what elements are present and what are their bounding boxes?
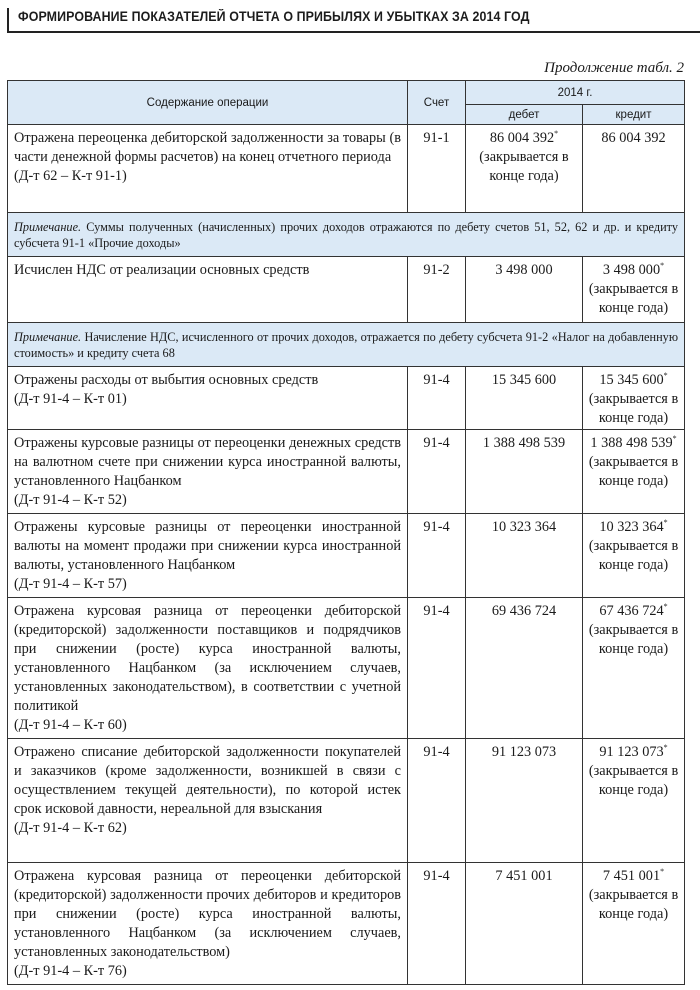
credit-cell: 86 004 392: [583, 125, 685, 213]
table-row: [8, 739, 685, 863]
table-row: [8, 367, 685, 430]
column-header-year: 2014 г.: [466, 81, 685, 105]
credit-cell: 1 388 498 539* (закрывается в конце года): [583, 430, 685, 514]
credit-cell: 10 323 364* (закрывается в конце года): [583, 514, 685, 598]
debit-cell: 91 123 073: [466, 739, 583, 863]
operation-description: Отражены курсовые разницы от переоценки денежных средств на валютном счете при снижении курса иностранной валюты, установленного Нацбанком (Д-т 91-4 – К-т 52): [8, 430, 408, 514]
note-row: [8, 213, 685, 257]
note-text: Примечание. Начисление НДС, исчисленного от прочих доходов, отражается по дебету субсчета 91-2 «Налог на добавленную стоимость» и кредиту счета 68: [8, 323, 685, 367]
operation-description: Отражена курсовая разница от переоценки дебиторской (кредиторской) задолженности поставщиков и подрядчиков при снижении (росте) курса иностранной валюты, установленного Нацбанком (за исключением случаев, установленных законодательством), в соответствии с учетной политикой (Д-т 91-4 – К-т 60): [8, 598, 408, 739]
page-title: ФОРМИРОВАНИЕ ПОКАЗАТЕЛЕЙ ОТЧЕТА О ПРИБЫЛЯХ И УБЫТКАХ ЗА 2014 ГОД: [18, 9, 530, 24]
account-cell: 91-4: [408, 739, 466, 863]
credit-cell: 7 451 001* (закрывается в конце года): [583, 863, 685, 985]
account-cell: 91-4: [408, 863, 466, 985]
table-row: [8, 863, 685, 985]
operation-description: Отражены курсовые разницы от переоценки иностранной валюты на момент продажи при снижении курса иностранной валюты, установленного Нацбанком (Д-т 91-4 – К-т 57): [8, 514, 408, 598]
debit-cell: 1 388 498 539: [466, 430, 583, 514]
debit-cell: 86 004 392* (закрывается в конце года): [466, 125, 583, 213]
debit-cell: 69 436 724: [466, 598, 583, 739]
credit-cell: 91 123 073* (закрывается в конце года): [583, 739, 685, 863]
account-cell: 91-4: [408, 367, 466, 430]
credit-cell: 15 345 600* (закрывается в конце года): [583, 367, 685, 430]
column-header-credit: кредит: [583, 105, 685, 125]
account-cell: 91-2: [408, 257, 466, 323]
column-header-account: Счет: [408, 81, 466, 125]
account-cell: 91-4: [408, 598, 466, 739]
table-row: [8, 430, 685, 514]
table-row: [8, 257, 685, 323]
table-row: [8, 514, 685, 598]
column-header-debit: дебет: [466, 105, 583, 125]
note-text: Примечание. Суммы полученных (начисленных) прочих доходов отражаются по дебету счетов 51, 52, 62 и др. и кредиту субсчета 91-1 «Прочие доходы»: [8, 213, 685, 257]
table-continuation-label: Продолжение табл. 2: [544, 60, 684, 76]
debit-cell: 7 451 001: [466, 863, 583, 985]
credit-cell: 67 436 724* (закрывается в конце года): [583, 598, 685, 739]
debit-cell: 10 323 364: [466, 514, 583, 598]
note-row: [8, 323, 685, 367]
operation-description: Отражены расходы от выбытия основных средств (Д-т 91-4 – К-т 01): [8, 367, 408, 430]
operation-description: Отражено списание дебиторской задолженности покупателей и заказчиков (кроме задолженности, возникшей в связи с осуществлением текущей деятельности), по которой истек срок исковой давности, нереальной для взыскания (Д-т 91-4 – К-т 62): [8, 739, 408, 863]
column-header-content: Содержание операции: [8, 81, 408, 125]
account-cell: 91-1: [408, 125, 466, 213]
table-row: [8, 125, 685, 213]
page-header: [0, 0, 700, 36]
header-rule-horizontal: [7, 31, 700, 33]
debit-cell: 3 498 000: [466, 257, 583, 323]
operation-description: Отражена курсовая разница от переоценки дебиторской (кредиторской) задолженности прочих дебиторов и кредиторов при снижении (росте) курса иностранной валюты, установленного Нацбанком (за исключением случаев, установленных законодательством) (Д-т 91-4 – К-т 76): [8, 863, 408, 985]
account-cell: 91-4: [408, 430, 466, 514]
account-cell: 91-4: [408, 514, 466, 598]
credit-cell: 3 498 000* (закрывается в конце года): [583, 257, 685, 323]
debit-cell: 15 345 600: [466, 367, 583, 430]
header-rule-vertical: [7, 8, 9, 32]
operation-description: Исчислен НДС от реализации основных средств: [8, 257, 408, 323]
operations-table: [7, 80, 685, 985]
operation-description: Отражена переоценка дебиторской задолженности за товары (в части денежной формы расчетов) на конец отчетного периода (Д-т 62 – К-т 91-1): [8, 125, 408, 213]
table-row: [8, 598, 685, 739]
